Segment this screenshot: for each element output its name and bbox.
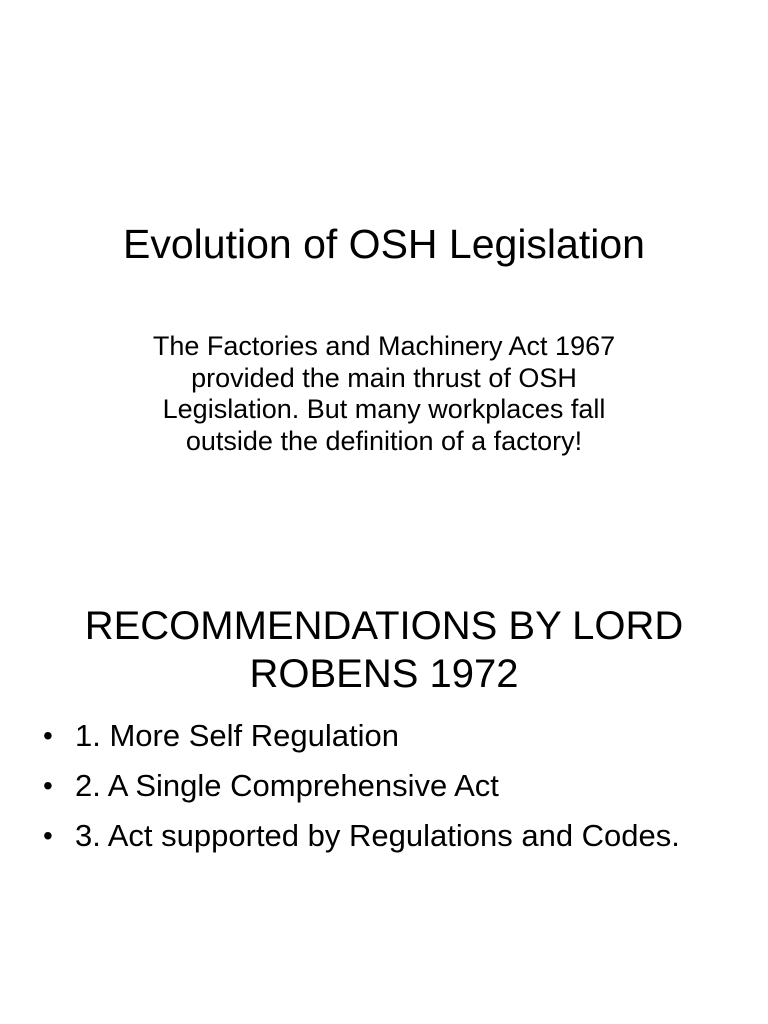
bullet-item — [40, 765, 680, 806]
slide-title: Evolution of OSH Legislation — [123, 221, 645, 267]
slide-subtitle — [104, 331, 664, 457]
bullet-text: 1. More Self Regulation — [75, 718, 399, 753]
title-line: ROBENS 1972 — [249, 652, 519, 696]
subtitle-line: provided the main thrust of OSH — [191, 362, 577, 393]
slide-title — [20, 602, 748, 698]
bullet-list — [40, 715, 680, 865]
bullet-item — [40, 815, 680, 856]
subtitle-line: outside the definition of a factory! — [185, 425, 583, 456]
bullet-text: 2. A Single Comprehensive Act — [75, 768, 499, 803]
subtitle-line: Legislation. But many workplaces fall — [162, 394, 606, 424]
title-line: RECOMMENDATIONS BY LORD — [84, 604, 684, 648]
subtitle-line: The Factories and Machinery Act 1967 — [152, 331, 616, 361]
slide-2 — [0, 512, 768, 1024]
bullet-dot-icon: • — [43, 820, 53, 851]
bullet-dot-icon: • — [43, 770, 53, 801]
bullet-item — [40, 715, 680, 756]
bullet-text: 3. Act supported by Regulations and Codes. — [75, 818, 680, 853]
bullet-dot-icon: • — [43, 720, 53, 751]
